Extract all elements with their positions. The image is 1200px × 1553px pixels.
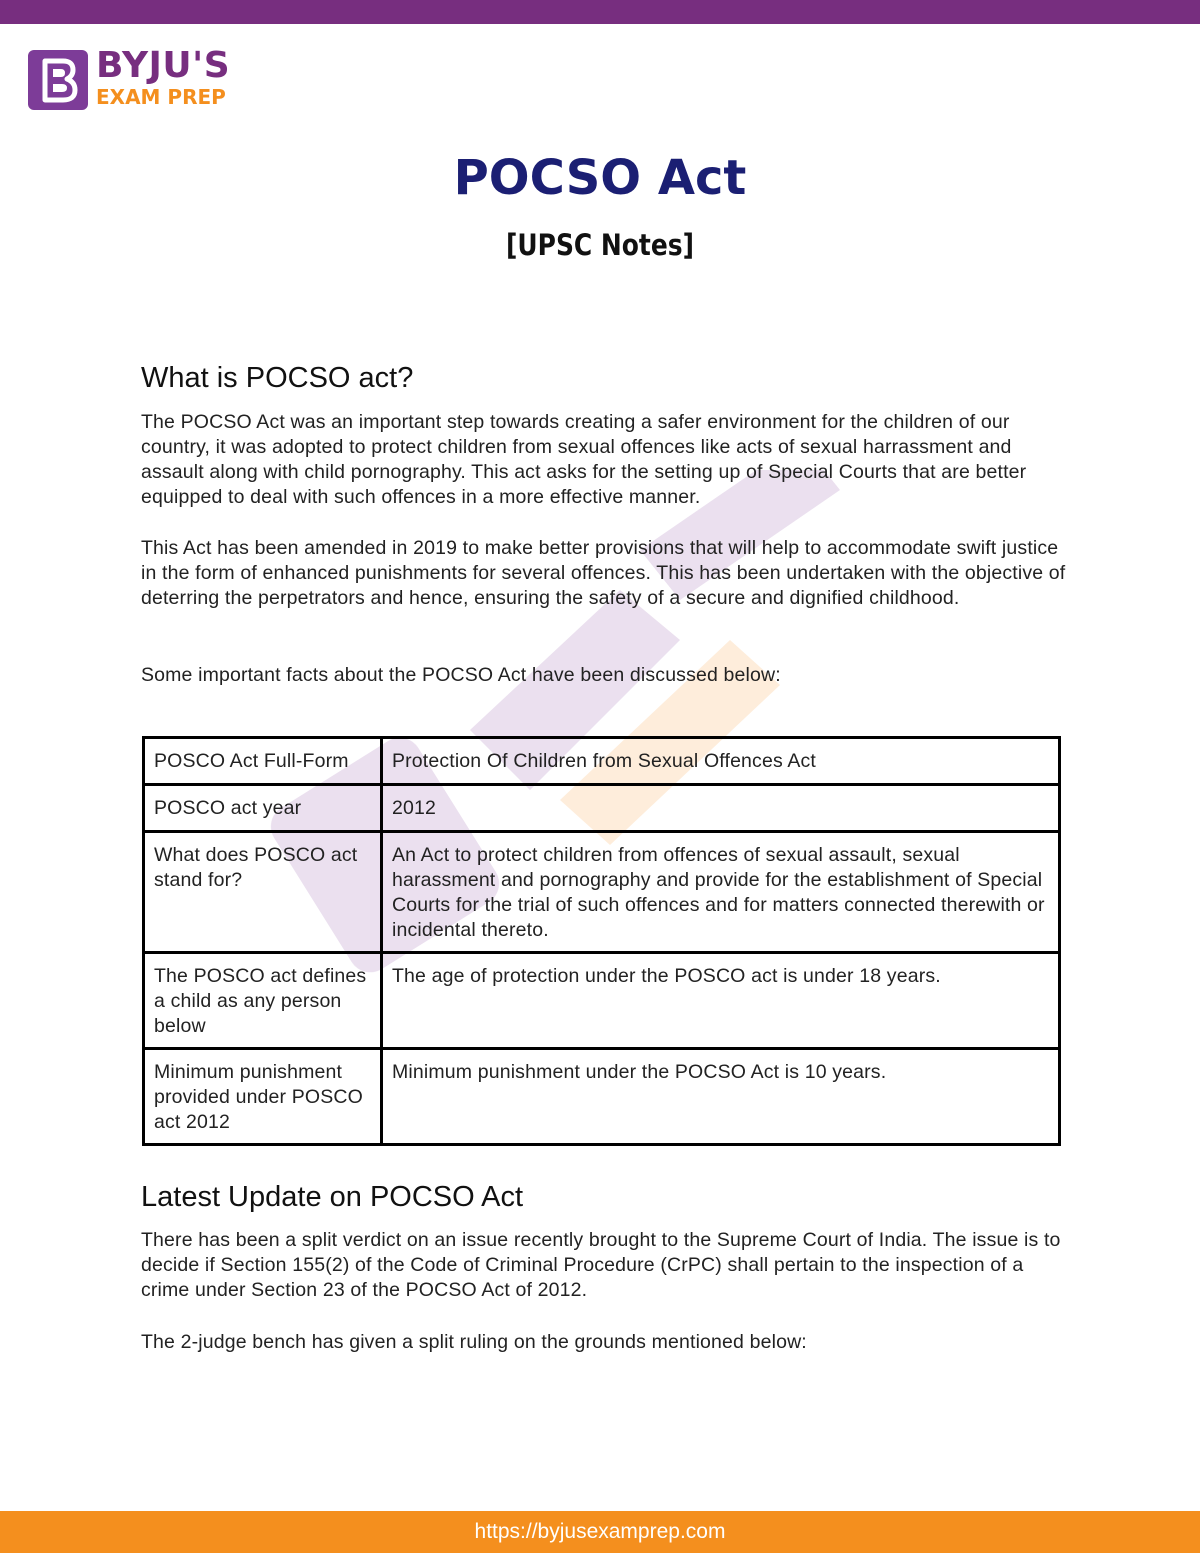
footer-url-link[interactable]: https://byjusexamprep.com xyxy=(474,1520,726,1543)
intro-paragraph-3: Some important facts about the POCSO Act have been discussed below: xyxy=(141,664,781,686)
table-value-cell: Protection Of Children from Sexual Offences Act xyxy=(382,738,1060,785)
table-key-cell: POSCO act year xyxy=(144,785,382,832)
top-color-bar xyxy=(0,0,1200,24)
table-value-cell: Minimum punishment under the POCSO Act is 10 years. xyxy=(382,1049,1060,1145)
table-value-cell: An Act to protect children from offences of sexual assault, sexual harassment and pornography and provide for the establishment of Special Courts for the trial of such offences and for matters connected therewith or incidental thereto. xyxy=(382,832,1060,953)
table-key-cell: The POSCO act defines a child as any person below xyxy=(144,953,382,1049)
table-row xyxy=(144,1049,1060,1145)
byjus-logo xyxy=(28,46,268,110)
table-row xyxy=(144,785,1060,832)
section-heading-update: Latest Update on POCSO Act xyxy=(141,1181,524,1213)
logo-b-icon xyxy=(28,50,88,110)
table-row xyxy=(144,953,1060,1049)
page-title: POCSO Act xyxy=(453,150,747,206)
logo-wordmark: BYJU'S xyxy=(96,45,231,86)
footer-bar xyxy=(0,1511,1200,1553)
table-key-cell: POSCO Act Full-Form xyxy=(144,738,382,785)
intro-paragraph-1: The POCSO Act was an important step towards creating a safer environment for the children of our country, it was adopted to protect children from sexual offences like acts of sexual harrassment and assault along with child pornography. This act asks for the setting up of Special Courts that are better equipped to deal with such offences in a more effective manner. xyxy=(141,411,1027,508)
table-key-cell: What does POSCO act stand for? xyxy=(144,832,382,953)
section-heading-intro: What is POCSO act? xyxy=(141,362,414,394)
update-paragraph-2: The 2-judge bench has given a split ruling on the grounds mentioned below: xyxy=(141,1331,807,1353)
table-key-cell: Minimum punishment provided under POSCO act 2012 xyxy=(144,1049,382,1145)
logo-tagline: EXAM PREP xyxy=(96,85,226,109)
table-value-cell: The age of protection under the POSCO act is under 18 years. xyxy=(382,953,1060,1049)
table-row xyxy=(144,832,1060,953)
page-subtitle: [UPSC Notes] xyxy=(506,228,694,262)
intro-paragraph-2: This Act has been amended in 2019 to make better provisions that will help to accommodate swift justice in the form of enhanced punishments for several offences. This has been undertaken with the objective of deterring the perpetrators and hence, ensuring the safety of a secure and dignified childhood. xyxy=(141,537,1066,609)
table-value-cell: 2012 xyxy=(382,785,1060,832)
update-paragraph-1: There has been a split verdict on an issue recently brought to the Supreme Court of India. The issue is to decide if Section 155(2) of the Code of Criminal Procedure (CrPC) shall pertain to the inspection of a crime under Section 23 of the POCSO Act of 2012. xyxy=(141,1229,1061,1301)
facts-table xyxy=(142,736,1061,1146)
table-row xyxy=(144,738,1060,785)
